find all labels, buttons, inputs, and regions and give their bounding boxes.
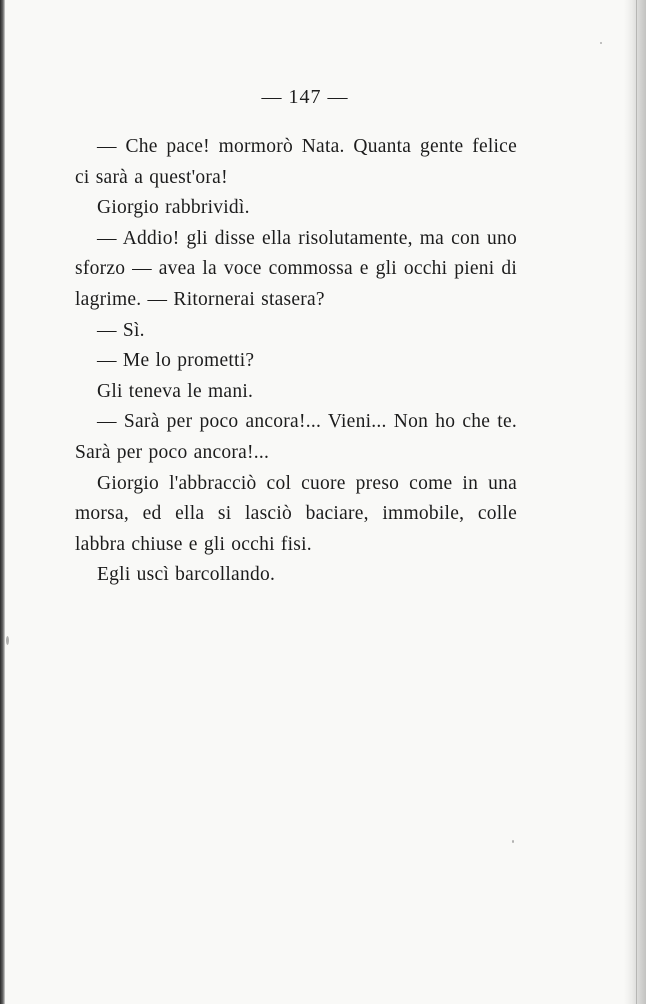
scan-speck: [512, 840, 514, 843]
paragraph: Giorgio rabbrividì.: [97, 197, 250, 219]
page-number: — 147 —: [261, 86, 349, 108]
page-shadow: [624, 0, 646, 1004]
paragraph: Giorgio l'abbracciò col cuore preso come in una morsa, ed ella si lasciò baciare, immobile, colle labbra chiuse e gli occhi fisi.: [75, 472, 517, 555]
paragraph: — Che pace! mormorò Nata. Quanta gente felice ci sarà a quest'ora!: [75, 136, 517, 188]
paragraph: — Sarà per poco ancora!... Vieni... Non ho che te. Sarà per poco ancora!...: [75, 411, 517, 463]
paragraph: — Me lo prometti?: [97, 350, 255, 372]
paragraph: Egli uscì barcollando.: [97, 564, 276, 586]
paragraph: — Addio! gli disse ella risolutamente, ma con uno sforzo — avea la voce commossa e gli occhi pieni di lagrime. — Ritornerai stasera?: [75, 227, 517, 310]
body-text: [75, 132, 517, 591]
paragraph: — Sì.: [97, 319, 145, 341]
scan-speck: [6, 636, 9, 645]
binding-edge: [0, 0, 5, 1004]
paragraph: Gli teneva le mani.: [97, 380, 254, 402]
scan-speck: [600, 42, 602, 44]
page-edge-line: [636, 0, 637, 1004]
